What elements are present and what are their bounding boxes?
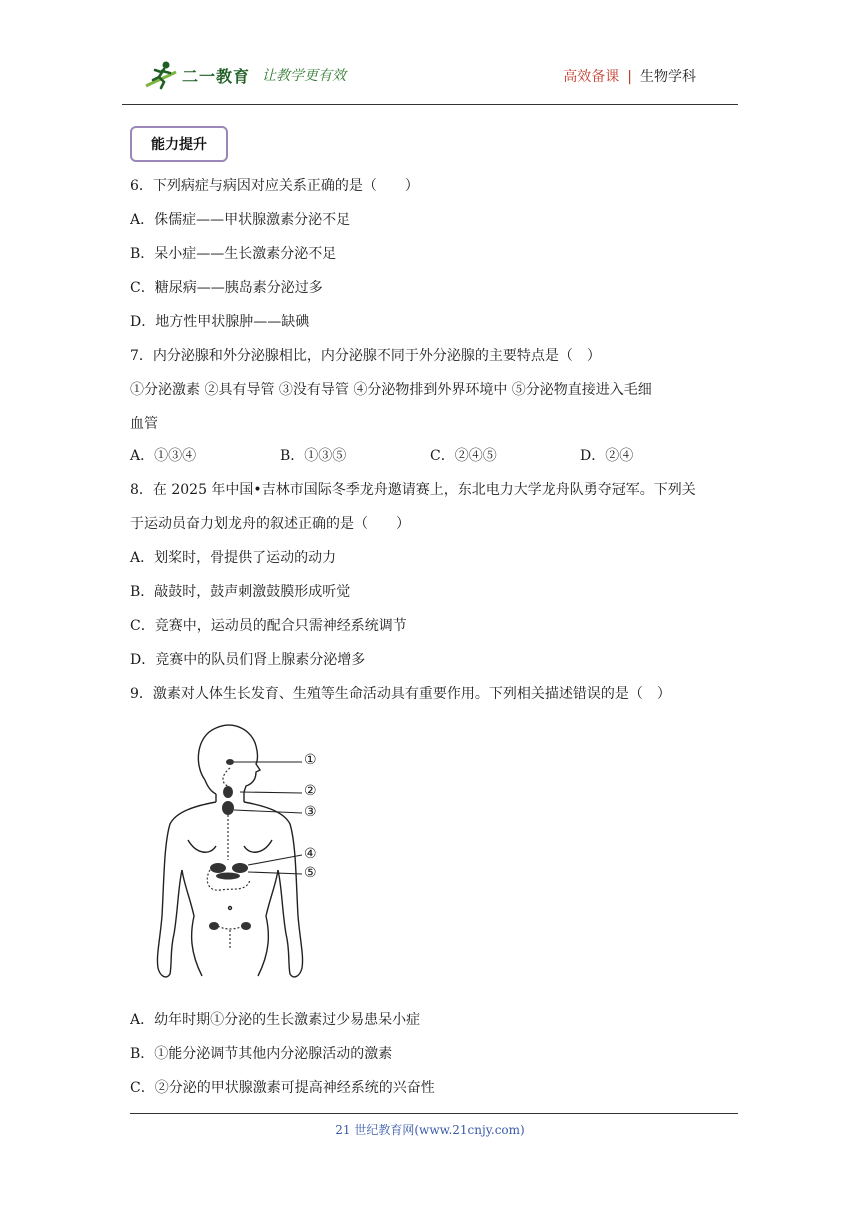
brand-logo[interactable] — [144, 60, 346, 90]
question-8-stem: 8．在 2025 年中国•吉林市国际冬季龙舟邀请赛上，东北电力大学龙舟队勇夺冠军。下列关 — [130, 482, 696, 498]
brand-slogan: 让教学更有效 — [262, 68, 347, 84]
question-8-option-d: D．竞赛中的队员们肾上腺素分泌增多 — [130, 652, 366, 668]
question-7-stem: 7．内分泌腺和外分泌腺相比，内分泌腺不同于外分泌腺的主要特点是（ ） — [130, 348, 601, 364]
header-subject — [563, 66, 696, 86]
question-8-stem-cont: 于运动员奋力划龙舟的叙述正确的是（ ） — [130, 516, 410, 532]
runner-logo-icon — [144, 60, 178, 90]
footer-link[interactable]: 21 世纪教育网(www.21cnjy.com) — [335, 1123, 525, 1137]
gland-label-3: ③ — [304, 804, 317, 820]
question-6-option-b: B．呆小症——生长激素分泌不足 — [130, 246, 337, 262]
gland-label-2: ② — [304, 783, 317, 799]
question-9-option-b: B．①能分泌调节其他内分泌腺活动的激素 — [130, 1046, 393, 1062]
header-separator: | — [627, 69, 632, 85]
question-7-option-b: B．①③⑤ — [280, 448, 347, 464]
question-6-option-d: D．地方性甲状腺肿——缺碘 — [130, 314, 310, 330]
question-7-statements: ①分泌激素 ②具有导管 ③没有导管 ④分泌物排到外界环境中 ⑤分泌物直接进入毛细 — [130, 382, 652, 398]
gland-label-4: ④ — [304, 846, 317, 862]
question-8-option-a: A．划桨时，骨提供了运动的动力 — [130, 550, 337, 566]
question-8-option-c: C．竞赛中，运动员的配合只需神经系统调节 — [130, 618, 407, 634]
question-7-option-a: A．①③④ — [130, 448, 197, 464]
endocrine-diagram — [150, 720, 340, 988]
question-6-option-c: C．糖尿病——胰岛素分泌过多 — [130, 280, 323, 296]
question-9-option-c: C．②分泌的甲状腺激素可提高神经系统的兴奋性 — [130, 1080, 435, 1096]
header-divider — [122, 104, 738, 105]
gland-label-1: ① — [304, 752, 317, 768]
question-6-option-a: A．侏儒症——甲状腺激素分泌不足 — [130, 212, 351, 228]
question-6-stem: 6．下列病症与病因对应关系正确的是（ ） — [130, 178, 419, 194]
brand-name: 二一教育 — [182, 66, 251, 86]
page-header — [122, 56, 738, 104]
question-7-statements-cont: 血管 — [130, 416, 158, 432]
section-title: 能力提升 — [130, 126, 228, 162]
header-label-prep: 高效备课 — [563, 69, 620, 85]
footer-divider — [130, 1113, 738, 1114]
question-8-option-b: B．敲鼓时，鼓声刺激鼓膜形成听觉 — [130, 584, 351, 600]
question-7-option-c: C．②④⑤ — [430, 448, 497, 464]
gland-label-5: ⑤ — [304, 865, 317, 881]
question-9-option-a: A．幼年时期①分泌的生长激素过少易患呆小症 — [130, 1012, 421, 1028]
header-label-subject: 生物学科 — [640, 69, 696, 85]
question-9-stem: 9．激素对人体生长发育、生殖等生命活动具有重要作用。下列相关描述错误的是（ ） — [130, 686, 671, 702]
question-7-option-d: D．②④ — [580, 448, 634, 464]
